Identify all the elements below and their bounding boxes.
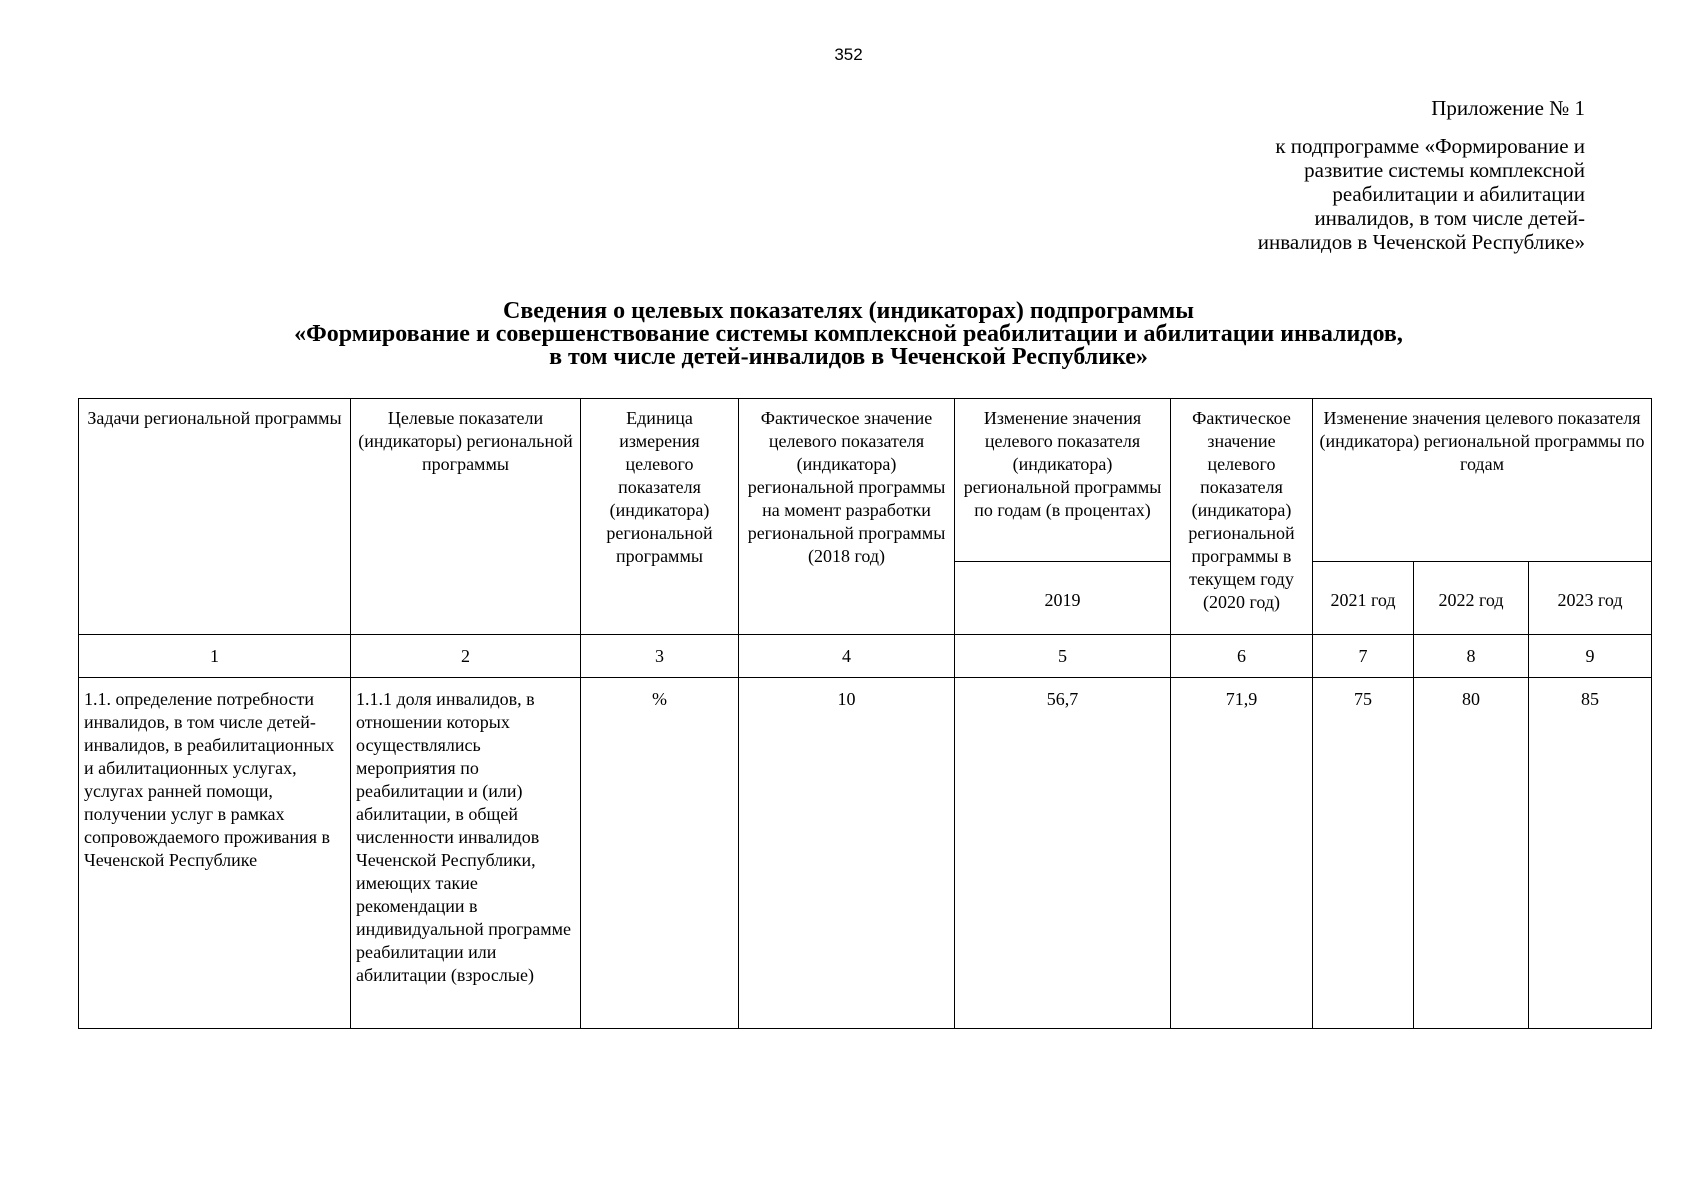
header-actual-2020: Фактическое значение целевого показателя (индикатора) региональной программы в текущем году (2020 год) [1171, 399, 1313, 635]
header-year-2019: 2019 [955, 562, 1171, 635]
header-year-2023: 2023 год [1529, 562, 1652, 635]
appendix-line: реабилитации и абилитации [1332, 182, 1585, 206]
column-number: 6 [1171, 635, 1313, 678]
header-change-years: Изменение значения целевого показателя (индикатора) региональной программы по годам [1313, 399, 1652, 562]
appendix-subtitle [1155, 134, 1585, 254]
page-number: 352 [834, 45, 863, 64]
column-number: 7 [1313, 635, 1414, 678]
header-actual-2018: Фактическое значение целевого показателя (индикатора) региональной программы на момент разработки региональной программы (2018 год) [739, 399, 955, 635]
table-row [79, 678, 1652, 1029]
cell-actual-2020: 71,9 [1171, 678, 1313, 1029]
cell-2019: 56,7 [955, 678, 1171, 1029]
cell-actual-2018: 10 [739, 678, 955, 1029]
cell-indicator: 1.1.1 доля инвалидов, в отношении которых осуществлялись мероприятия по реабилитации и (или) абилитации, в общей численности инвалидов Чеченской Республики, имеющих такие рекомендации в индивидуальной программе реабилитации или абилитации (взрослые) [351, 678, 581, 1029]
header-year-2022: 2022 год [1414, 562, 1529, 635]
appendix-line: развитие системы комплексной [1304, 158, 1585, 182]
table-header-row [79, 399, 1652, 562]
column-number: 2 [351, 635, 581, 678]
header-change-percent: Изменение значения целевого показателя (индикатора) региональной программы по годам (в процентах) [955, 399, 1171, 562]
appendix-line: инвалидов в Чеченской Республике» [1257, 230, 1585, 254]
header-year-2021: 2021 год [1313, 562, 1414, 635]
heading-line: в том числе детей-инвалидов в Чеченской Республике» [549, 344, 1148, 370]
indicators-table-container [78, 398, 1651, 1029]
column-number: 1 [79, 635, 351, 678]
column-number: 5 [955, 635, 1171, 678]
document-heading [0, 300, 1697, 369]
header-indicators: Целевые показатели (индикаторы) региональной программы [351, 399, 581, 635]
cell-task: 1.1. определение потребности инвалидов, в том числе детей-инвалидов, в реабилитационных и абилитационных услугах, услугах ранней помощи, получении услуг в рамках сопровождаемого проживания в Чеченской Республике [79, 678, 351, 1029]
column-number: 4 [739, 635, 955, 678]
column-number: 9 [1529, 635, 1652, 678]
column-numbers-row [79, 635, 1652, 678]
cell-2021: 75 [1313, 678, 1414, 1029]
cell-2023: 85 [1529, 678, 1652, 1029]
cell-unit: % [581, 678, 739, 1029]
heading-line: Сведения о целевых показателях (индикаторах) подпрограммы [503, 298, 1194, 324]
appendix-line: инвалидов, в том числе детей- [1314, 206, 1585, 230]
indicators-table [78, 398, 1652, 1029]
column-number: 3 [581, 635, 739, 678]
appendix-title: Приложение № 1 [1431, 96, 1585, 120]
cell-2022: 80 [1414, 678, 1529, 1029]
column-number: 8 [1414, 635, 1529, 678]
header-tasks: Задачи региональной программы [79, 399, 351, 635]
heading-line: «Формирование и совершенствование системы комплексной реабилитации и абилитации инвалидов, [294, 321, 1403, 347]
appendix-line: к подпрограмме «Формирование и [1275, 134, 1585, 158]
header-unit: Единица измерения целевого показателя (индикатора) региональной программы [581, 399, 739, 635]
